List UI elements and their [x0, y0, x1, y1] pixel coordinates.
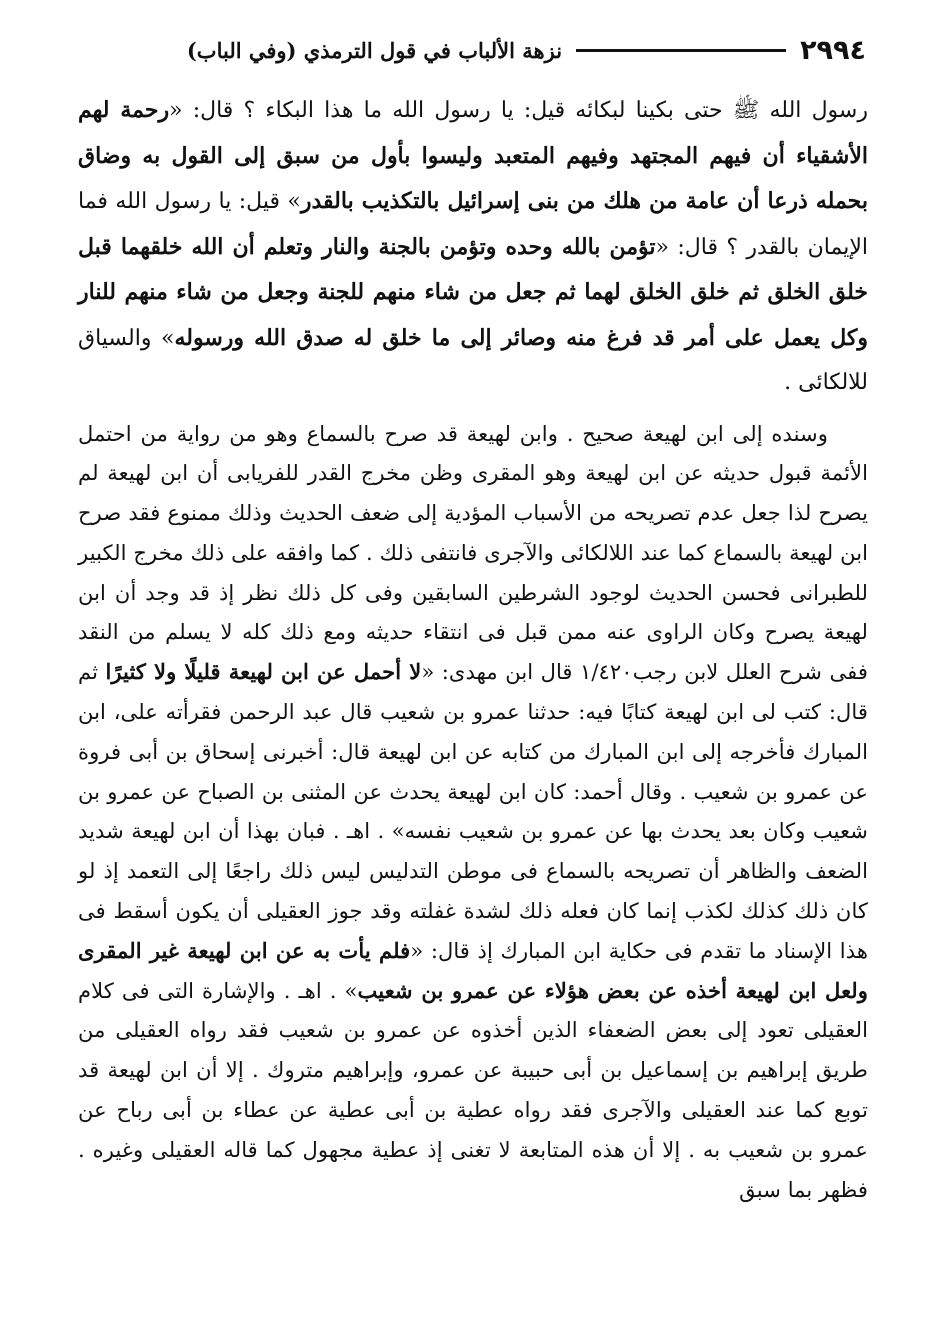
- prophet-quote-2: تؤمن بالله وحده وتؤمن بالجنة والنار وتعلم أن الله خلقهما قبل خلق الخلق ثم خلق الخلق لهما ثم جعل من شاء منهم للجنة وجعل من شاء منهم للنار وكل يعمل على أمر قد فرغ منه وصائر إلى ما خلق له صدق الله ورسوله: [78, 233, 868, 351]
- page-number: ٢٩٩٤: [800, 34, 866, 66]
- paragraph-commentary: [78, 414, 868, 1210]
- narration-intro: رسول الله ﷺ حتى بكينا لبكائه قيل: يا رسول الله ما هذا البكاء ؟ قال: «: [169, 98, 868, 123]
- header-rule: [576, 49, 786, 52]
- source-note: » والسياق للالكائى .: [78, 325, 868, 395]
- uqayli-quote: فلم يأت به عن ابن لهيعة غير المقرى ولعل ابن لهيعة أخذه عن بعض هؤلاء عن عمرو بن شعيب: [78, 937, 868, 1003]
- ibn-mahdi-quote: لا أحمل عن ابن لهيعة قليلًا ولا كثيرًا: [105, 659, 422, 685]
- running-header: [76, 30, 866, 70]
- running-title: نزهة الألباب في قول الترمذي (وفي الباب): [186, 37, 563, 63]
- prophet-quote-1: رحمة لهم الأشقياء أن فيهم المجتهد وفيهم المتعبد وليسوا بأول من سبق إلى القول به وضاق بحمله ذرعا أن عامة من هلك من بنى إسرائيل بالتكذيب بالقدر: [78, 97, 868, 214]
- commentary-text-3: » . اهـ . والإشارة التى فى كلام العقيلى تعود إلى بعض الضعفاء الذين أخذوه عن عمرو بن شعيب فقد رواه العقيلى من طريق إبراهيم بن إسماعيل بن أبى حبيبة عن عمرو، وإبراهيم متروك . إلا أن ابن لهيعة قد توبع كما عند العقيلى والآجرى فقد رواه عطية بن أبى عطية عن عطاء بن أبى رباح عن عمرو بن شعيب به . إلا أن هذه المتابعة لا تغنى إذ عطية مجهول كما قاله العقيلى وغيره . فظهر بما سبق: [78, 977, 868, 1202]
- commentary-text-1: وسنده إلى ابن لهيعة صحيح . وابن لهيعة قد صرح بالسماع وهو من رواية من احتمل الأئمة قبول حديثه عن ابن لهيعة وهو المقرى وظن مخرج القدر للفريابى أن ابن لهيعة لم يصرح لذا جعل عدم تصريحه من الأسباب المؤدية إلى ضعف الحديث وذلك ممنوع فقد صرح ابن لهيعة بالسماع كما عند اللالكائى والآجرى فانتفى ذلك . كما وافقه على ذلك مخرج الكبير للطبرانى فحسن الحديث لوجود الشرطين السابقين وفى كل ذلك نظر إذ قد وجد أن ابن لهيعة يصرح وكان الراوى عنه ممن قبل فى انتقاء حديثه ومع ذلك كله لا يسلم من النقد ففى شرح العلل لابن رجب١/٤٢٠ قال ابن مهدى: «: [78, 420, 869, 685]
- commentary-text-2: ثم قال: كتب لى ابن لهيعة كتابًا فيه: حدثنا عمرو بن شعيب قال عبد الرحمن فقرأته على، ابن المبارك فأخرجه إلى ابن المبارك من كتابه عن ابن لهيعة قال: أخبرنى إسحاق بن أبى فروة عن عمرو بن شعيب . وقال أحمد: كان ابن لهيعة يحدث عن المثنى بن الصباح عن عمرو بن شعيب وكان بعد يحدث بها عن عمرو بن شعيب نفسه» . اهـ . فبان بهذا أن ابن لهيعة شديد الضعف والظاهر أن تصريحه بالسماع فى موطن التدليس ليس ذلك راجعًا إلى التعمد إذ لو كان ذلك كذلك لكذب إنما كان فعله ذلك لشدة غفلته وقد جوز العقيلى أن يكون أسقط فى هذا الإسناد ما تقدم فى حكاية ابن المبارك إذ قال: «: [78, 659, 868, 963]
- paragraph-hadith: [78, 88, 868, 406]
- main-text: [78, 88, 868, 1209]
- question-text: » قيل: يا رسول الله فما الإيمان بالقدر ؟ قال: «: [78, 189, 868, 260]
